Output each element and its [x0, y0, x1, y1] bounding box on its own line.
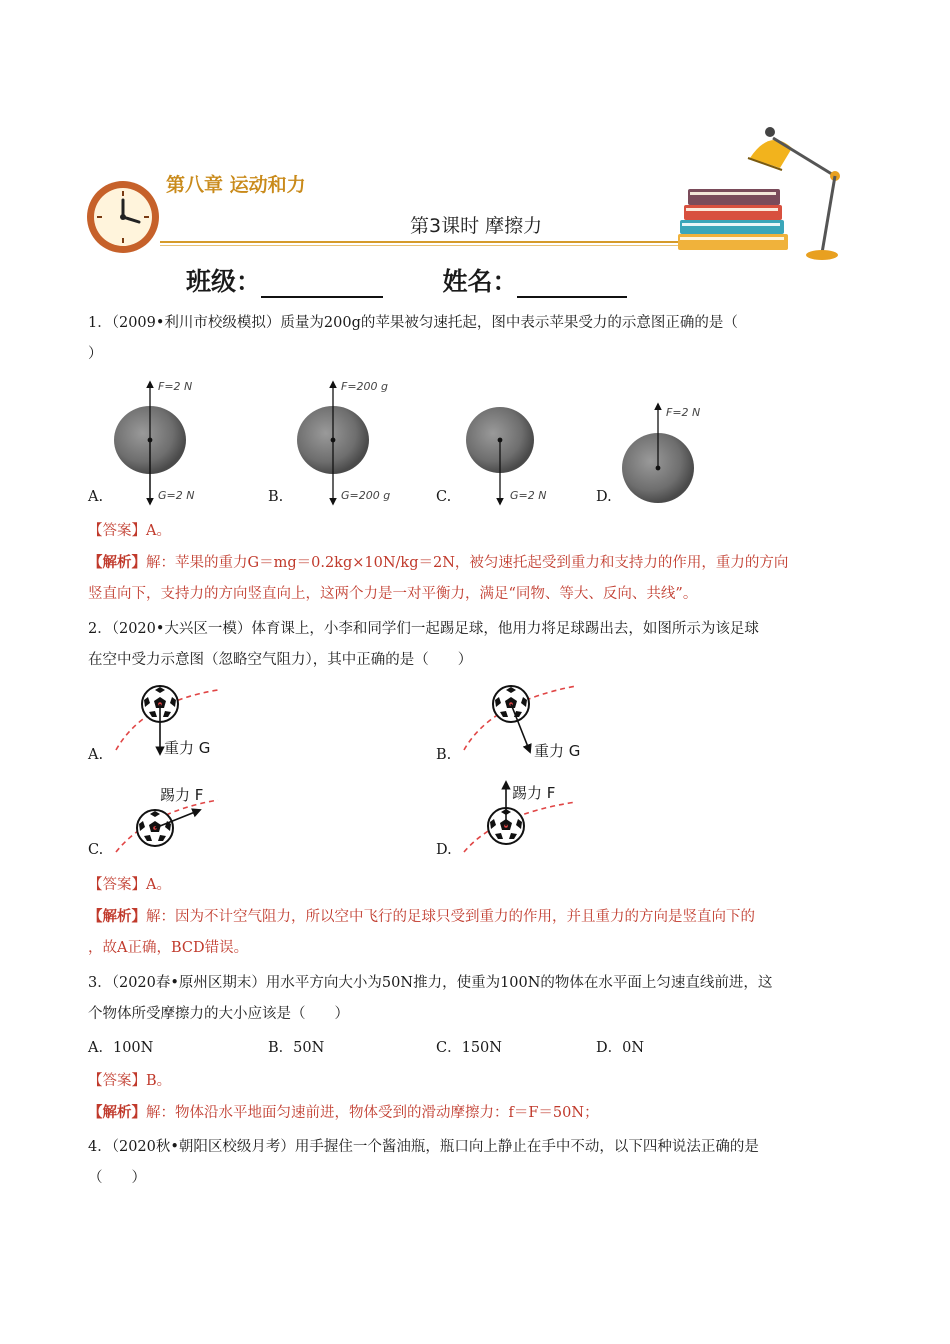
q1-option-d: F=2 N D.: [596, 398, 726, 508]
q3-option-b: B．50N: [268, 1040, 325, 1056]
clock-icon: [84, 178, 162, 256]
q3-answer: 【答案】B。: [88, 1073, 172, 1089]
class-name-line: [186, 262, 627, 298]
q3-option-a: A．100N: [88, 1040, 154, 1056]
class-label: 班级：: [186, 267, 262, 296]
chapter-title: 第八章 运动和力: [166, 174, 306, 196]
name-label: 姓名：: [442, 267, 518, 296]
q2-answer: 【答案】A。: [88, 877, 171, 893]
lesson-title: 第3课时 摩擦力: [410, 215, 543, 237]
q1-option-b: F=200 g G=200 g B.: [268, 378, 398, 508]
q4-stem: 4．（2020秋•朝阳区校级月考）用手握住一个酱油瓶，瓶口向上静止在手中不动，以下四种说法正确的是 （ ）: [88, 1139, 759, 1186]
q1-option-a: F=2 N G=2 N A.: [88, 378, 218, 508]
header-rule-thin: [160, 245, 680, 246]
q2-option-b: 重力 G B.: [436, 682, 656, 772]
apple-icon: [596, 398, 726, 508]
apple-icon: [436, 378, 566, 508]
desk-lamp-icon: [740, 118, 850, 263]
q3-option-d: D．0N: [596, 1040, 645, 1056]
q3-stem: 3．（2020春•原州区期末）用水平方向大小为50N推力，使重为100N的物体在水平面上匀速直线前进，这 个物体所受摩擦力的大小应该是（ ）: [88, 975, 773, 1022]
header-rule: [160, 241, 680, 243]
q2-option-c: 踢力 F C.: [88, 780, 308, 870]
q3-option-c: C．150N: [436, 1040, 502, 1056]
apple-icon: [88, 378, 218, 508]
q1-stem: 1．（2009•利川市校级模拟）质量为200g的苹果被匀速托起，图中表示苹果受力的示意图正确的是（ ）: [88, 315, 738, 362]
name-blank[interactable]: [517, 270, 627, 298]
class-blank[interactable]: [261, 270, 383, 298]
q1-answer: 【答案】A。: [88, 523, 171, 539]
q2-analysis: 【解析】解：因为不计空气阻力，所以空中飞行的足球只受到重力的作用，并且重力的方向是竖直向下的 ，故A正确，BCD错误。: [88, 908, 755, 956]
q2-option-d: 踢力 F D.: [436, 780, 656, 870]
q2-option-a: 重力 G A.: [88, 682, 308, 772]
q1-analysis: 【解析】解：苹果的重力G＝mg＝0.2kg×10N/kg＝2N，被匀速托起受到重力和支持力的作用，重力的方向 竖直向下，支持力的方向竖直向上，这两个力是一对平衡力，满足“同物、等大、反向、共线”。: [88, 554, 789, 602]
q2-stem: 2．（2020•大兴区一模）体育课上，小李和同学们一起踢足球，他用力将足球踢出去，如图所示为该足球 在空中受力示意图（忽略空气阻力），其中正确的是（ ）: [88, 621, 759, 668]
q1-option-c: G=2 N C.: [436, 378, 566, 508]
q3-analysis: 【解析】解：物体沿水平地面匀速前进，物体受到的滑动摩擦力：f＝F＝50N；: [88, 1104, 599, 1121]
